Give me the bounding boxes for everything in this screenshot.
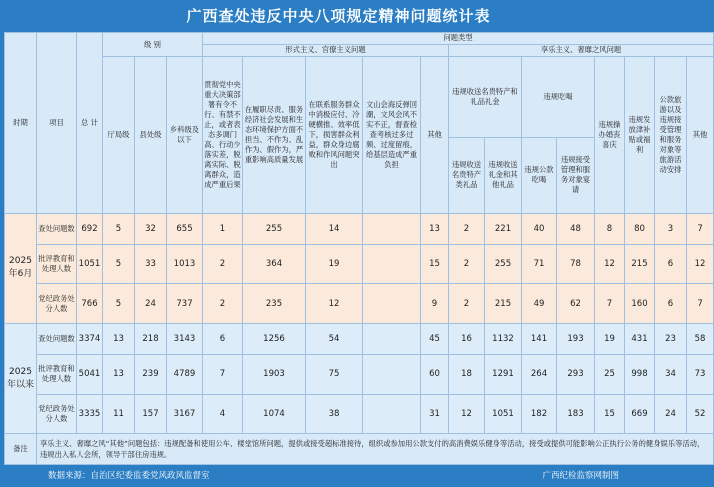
cell: 7 — [595, 284, 625, 324]
cell: 4 — [203, 394, 243, 434]
cell: 49 — [522, 284, 557, 324]
cell: 5041 — [77, 354, 103, 394]
cell: 2 — [449, 245, 485, 284]
cell: 6 — [203, 324, 243, 354]
cell: 12 — [449, 394, 485, 434]
cell: 141 — [522, 324, 557, 354]
cell — [363, 213, 421, 245]
cell: 692 — [77, 213, 103, 245]
table-row — [5, 213, 714, 245]
cell: 24 — [655, 394, 687, 434]
cell: 62 — [557, 284, 595, 324]
cell: 31 — [421, 394, 449, 434]
header-gift-group: 违规收送名贵特产和礼品礼金 — [449, 57, 522, 138]
header-gift-cash: 违规收送礼金和其他礼品 — [485, 138, 522, 214]
header-type-group: 问题类型 — [203, 33, 714, 45]
cell: 7 — [203, 354, 243, 394]
cell: 25 — [595, 354, 625, 394]
header-subsidy: 违规发放津补贴或福利 — [625, 57, 655, 214]
header-level-ting: 厅局级 — [103, 57, 135, 214]
header-dining-banquet: 违规接受管理和服务对象宴请 — [557, 138, 595, 214]
cell: 78 — [557, 245, 595, 284]
header-hedonism-group: 享乐主义、奢靡之风问题 — [449, 44, 714, 57]
row-item: 党纪政务处分人数 — [37, 394, 77, 434]
stats-table — [4, 32, 714, 465]
cell: 52 — [687, 394, 714, 434]
row-item: 批评教育和处理人数 — [37, 245, 77, 284]
header-period: 时期 — [5, 33, 37, 214]
cell: 1132 — [485, 324, 522, 354]
cell: 24 — [135, 284, 167, 324]
cell — [363, 394, 421, 434]
cell: 3335 — [77, 394, 103, 434]
row-item: 查处问题数 — [37, 213, 77, 245]
header-wedding: 违规操办婚丧喜庆 — [595, 57, 625, 214]
cell: 58 — [687, 324, 714, 354]
cell — [363, 245, 421, 284]
cell: 19 — [306, 245, 363, 284]
cell: 3143 — [167, 324, 203, 354]
cell: 3167 — [167, 394, 203, 434]
cell: 255 — [243, 213, 306, 245]
cell: 33 — [135, 245, 167, 284]
note-row — [5, 434, 714, 465]
cell: 11 — [103, 394, 135, 434]
cell: 3 — [655, 213, 687, 245]
cell: 15 — [421, 245, 449, 284]
cell: 13 — [103, 354, 135, 394]
cell: 23 — [655, 324, 687, 354]
cell: 1903 — [243, 354, 306, 394]
cell: 16 — [449, 324, 485, 354]
cell: 182 — [522, 394, 557, 434]
row-item: 党纪政务处分人数 — [37, 284, 77, 324]
cell: 5 — [103, 284, 135, 324]
cell: 737 — [167, 284, 203, 324]
cell: 54 — [306, 324, 363, 354]
header-dining-public: 违规公款吃喝 — [522, 138, 557, 214]
footer — [0, 465, 677, 487]
cell: 8 — [595, 213, 625, 245]
cell: 15 — [595, 394, 625, 434]
header-level-xian: 县处级 — [135, 57, 167, 214]
header-formalism-col-3: 在联系服务群众中消极应付、冷硬横推、效率低下，损害群众利益，群众身边腐败和作风问题突出 — [306, 57, 363, 214]
cell: 218 — [135, 324, 167, 354]
cell: 431 — [625, 324, 655, 354]
header-formalism-other: 其他 — [421, 57, 449, 214]
cell: 7 — [687, 284, 714, 324]
cell — [363, 354, 421, 394]
cell: 2 — [203, 245, 243, 284]
header-formalism-col-2: 在履职尽责、服务经济社会发展和生态环境保护方面不担当、不作为、乱作为、假作为，严重影响高质量发展 — [243, 57, 306, 214]
cell: 183 — [557, 394, 595, 434]
page-title: 广西查处违反中央八项规定精神问题统计表 — [186, 7, 491, 25]
header-formalism-col-4: 文山会海反弹回潮，文风会风不实不正，督查检查考核过多过频、过度留痕，给基层造成严重负担 — [363, 57, 421, 214]
cell: 13 — [103, 324, 135, 354]
cell: 239 — [135, 354, 167, 394]
cell: 75 — [306, 354, 363, 394]
cell: 1074 — [243, 394, 306, 434]
table-row — [5, 284, 714, 324]
data-source: 数据来源：自治区纪委监委党风政风监督室 — [48, 471, 210, 481]
cell: 193 — [557, 324, 595, 354]
cell: 1256 — [243, 324, 306, 354]
note-label: 备注 — [5, 434, 37, 465]
cell: 655 — [167, 213, 203, 245]
cell: 45 — [421, 324, 449, 354]
cell: 215 — [485, 284, 522, 324]
cell: 669 — [625, 394, 655, 434]
cell: 7 — [687, 213, 714, 245]
stats-table-container — [4, 32, 708, 465]
cell — [363, 324, 421, 354]
cell: 48 — [557, 213, 595, 245]
header-item: 项目 — [37, 33, 77, 214]
cell: 6 — [655, 245, 687, 284]
cell: 998 — [625, 354, 655, 394]
table-row — [5, 394, 714, 434]
cell: 9 — [421, 284, 449, 324]
header-level-group: 级 别 — [103, 33, 203, 57]
cell: 221 — [485, 213, 522, 245]
note-text: 享乐主义、奢靡之风“其他”问题包括：违规配备和使用公车、楼堂馆所问题，提供或接受超标准接待，组织或参加用公款支付的高消费娱乐健身等活动，接受或提供可能影响公正执行公务的健身娱乐等活动，违规出入私人会所，领导干部住房违规。 — [37, 434, 714, 465]
cell: 1 — [203, 213, 243, 245]
cell: 235 — [243, 284, 306, 324]
cell: 12 — [306, 284, 363, 324]
cell: 215 — [625, 245, 655, 284]
cell: 80 — [625, 213, 655, 245]
cell: 2 — [449, 284, 485, 324]
row-item: 批评教育和处理人数 — [37, 354, 77, 394]
cell — [363, 284, 421, 324]
header-gift-specialty: 违规收送名贵特产类礼品 — [449, 138, 485, 214]
cell: 73 — [687, 354, 714, 394]
table-row — [5, 245, 714, 284]
cell: 60 — [421, 354, 449, 394]
header-formalism-group: 形式主义、官僚主义问题 — [203, 44, 449, 57]
cell: 38 — [306, 394, 363, 434]
header-formalism-col-1: 贯彻党中央重大决策部署有令不行、有禁不止，或者表态多调门高、行动少落实差，脱离实际、脱离群众，造成严重后果 — [203, 57, 243, 214]
period-label: 2025年6月 — [5, 213, 37, 323]
cell: 14 — [306, 213, 363, 245]
cell: 1051 — [485, 394, 522, 434]
cell: 13 — [421, 213, 449, 245]
cell: 364 — [243, 245, 306, 284]
cell: 293 — [557, 354, 595, 394]
cell: 12 — [595, 245, 625, 284]
header-dining-group: 违规吃喝 — [522, 57, 595, 138]
header-total: 总 计 — [77, 33, 103, 214]
header-travel: 公款旅游以及违规接受管理和服务对象等旅游活动安排 — [655, 57, 687, 214]
cell: 32 — [135, 213, 167, 245]
cell: 2 — [449, 213, 485, 245]
cell: 1051 — [77, 245, 103, 284]
cell: 5 — [103, 213, 135, 245]
cell: 18 — [449, 354, 485, 394]
cell: 160 — [625, 284, 655, 324]
cell: 264 — [522, 354, 557, 394]
header-hedonism-other: 其他 — [687, 57, 714, 214]
cell: 12 — [687, 245, 714, 284]
cell: 34 — [655, 354, 687, 394]
cell: 71 — [522, 245, 557, 284]
cell: 40 — [522, 213, 557, 245]
period-label: 2025年以来 — [5, 324, 37, 434]
chart-maker: 广西纪检监察网制图 — [542, 471, 619, 481]
row-item: 查处问题数 — [37, 324, 77, 354]
table-row — [5, 324, 714, 354]
cell: 157 — [135, 394, 167, 434]
header-level-xiang: 乡科级及以下 — [167, 57, 203, 214]
cell: 4789 — [167, 354, 203, 394]
cell: 5 — [103, 245, 135, 284]
cell: 3374 — [77, 324, 103, 354]
cell: 1291 — [485, 354, 522, 394]
table-row — [5, 354, 714, 394]
cell: 2 — [203, 284, 243, 324]
cell: 19 — [595, 324, 625, 354]
cell: 6 — [655, 284, 687, 324]
cell: 255 — [485, 245, 522, 284]
cell: 766 — [77, 284, 103, 324]
cell: 1013 — [167, 245, 203, 284]
